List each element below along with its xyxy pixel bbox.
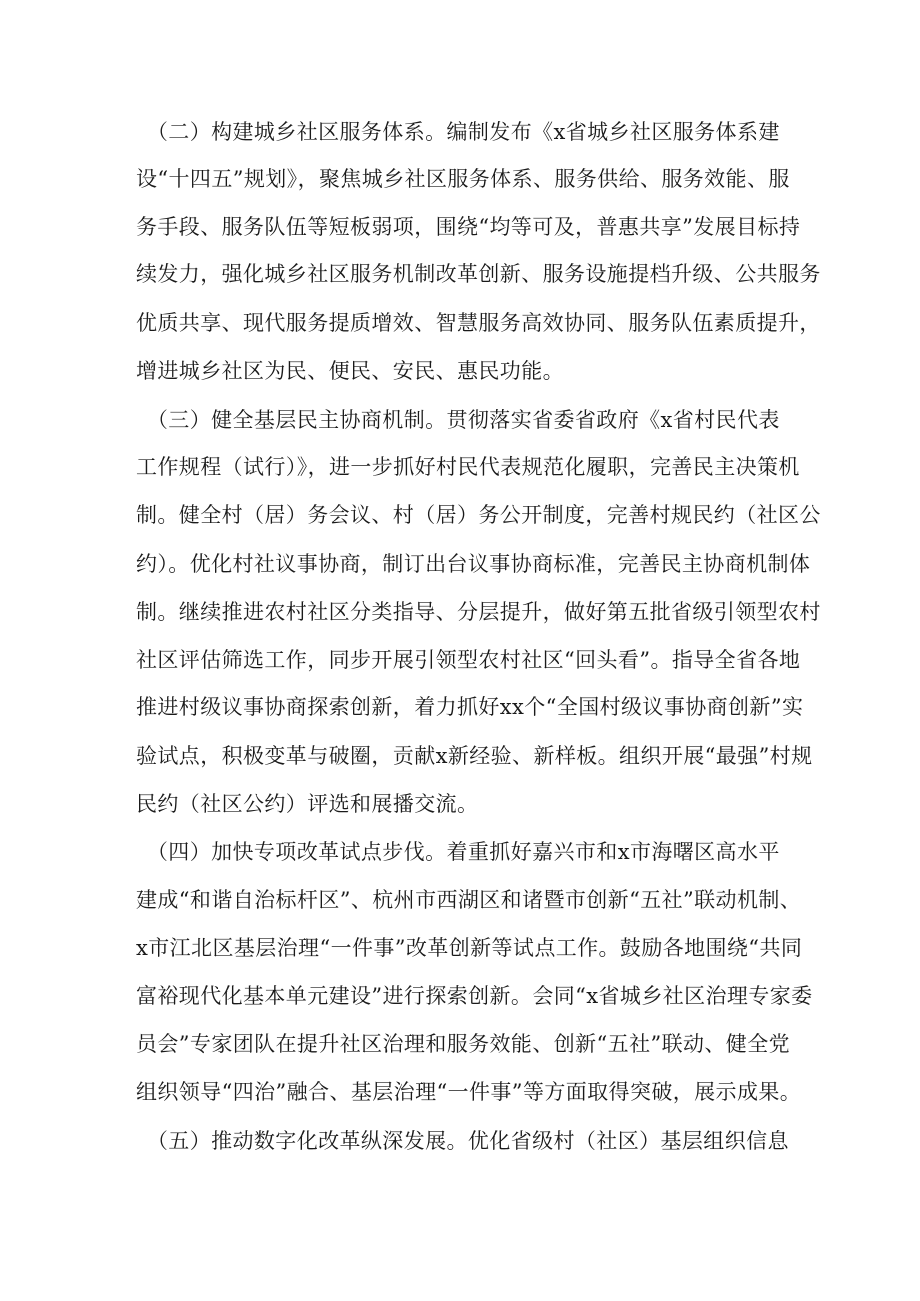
text-line: 制。继续推进农村社区分类指导、分层提升，做好第五批省级引领型农村 [136, 600, 821, 624]
text-line: （二）构建城乡社区服务体系。编制发布《x省城乡社区服务体系建 [136, 120, 780, 144]
text-line: 组织领导“四治”融合、基层治理“一件事”等方面取得突破，展示成果。 [136, 1080, 802, 1104]
text-line: 约）。优化村社议事协商，制订出台议事协商标准，完善民主协商机制体 [136, 552, 811, 576]
text-line: （四）加快专项改革试点步伐。着重抓好嘉兴市和x市海曙区高水平 [136, 840, 780, 864]
text-line: 务手段、服务队伍等短板弱项，围绕“均等可及，普惠共享”发展目标持 [136, 215, 801, 239]
text-line: x市江北区基层治理“一件事”改革创新等试点工作。鼓励各地围绕“共同 [136, 936, 803, 960]
text-line: 续发力，强化城乡社区服务机制改革创新、服务设施提档升级、公共服务 [136, 262, 821, 286]
text-line: 优质共享、现代服务提质增效、智慧服务高效协同、服务队伍素质提升， [136, 311, 821, 335]
text-line: 建成“和谐自治标杆区”、杭州市西湖区和诸暨市创新“五社”联动机制、 [136, 888, 802, 912]
text-line: 工作规程（试行）》，进一步抓好村民代表规范化履职，完善民主决策机 [136, 455, 800, 479]
text-line: 民约（社区公约）评选和展播交流。 [136, 792, 479, 816]
text-line: 社区评估筛选工作，同步开展引领型农村社区“回头看”。指导全省各地 [136, 648, 801, 672]
text-line: 制。健全村（居）务会议、村（居）务公开制度，完善村规民约（社区公 [136, 503, 821, 527]
text-line: （五）推动数字化改革纵深发展。优化省级村（社区）基层组织信息 [136, 1129, 789, 1153]
text-line: 增进城乡社区为民、便民、安民、惠民功能。 [136, 359, 564, 383]
text-line: 验试点，积极变革与破圈，贡献x新经验、新样板。组织开展“最强”村规 [136, 744, 813, 768]
text-line: 设“十四五”规划》，聚焦城乡社区服务体系、服务供给、服务效能、服 [136, 167, 790, 191]
text-line: 富裕现代化基本单元建设”进行探索创新。会同“x省城乡社区治理专家委 [136, 984, 813, 1008]
text-line: 推进村级议事协商探索创新，着力抓好xx个“全国村级议事协商创新”实 [136, 695, 804, 719]
text-line: （三）健全基层民主协商机制。贯彻落实省委省政府《x省村民代表 [136, 408, 780, 432]
text-line: 员会”专家团队在提升社区治理和服务效能、创新“五社”联动、健全党 [136, 1032, 791, 1056]
